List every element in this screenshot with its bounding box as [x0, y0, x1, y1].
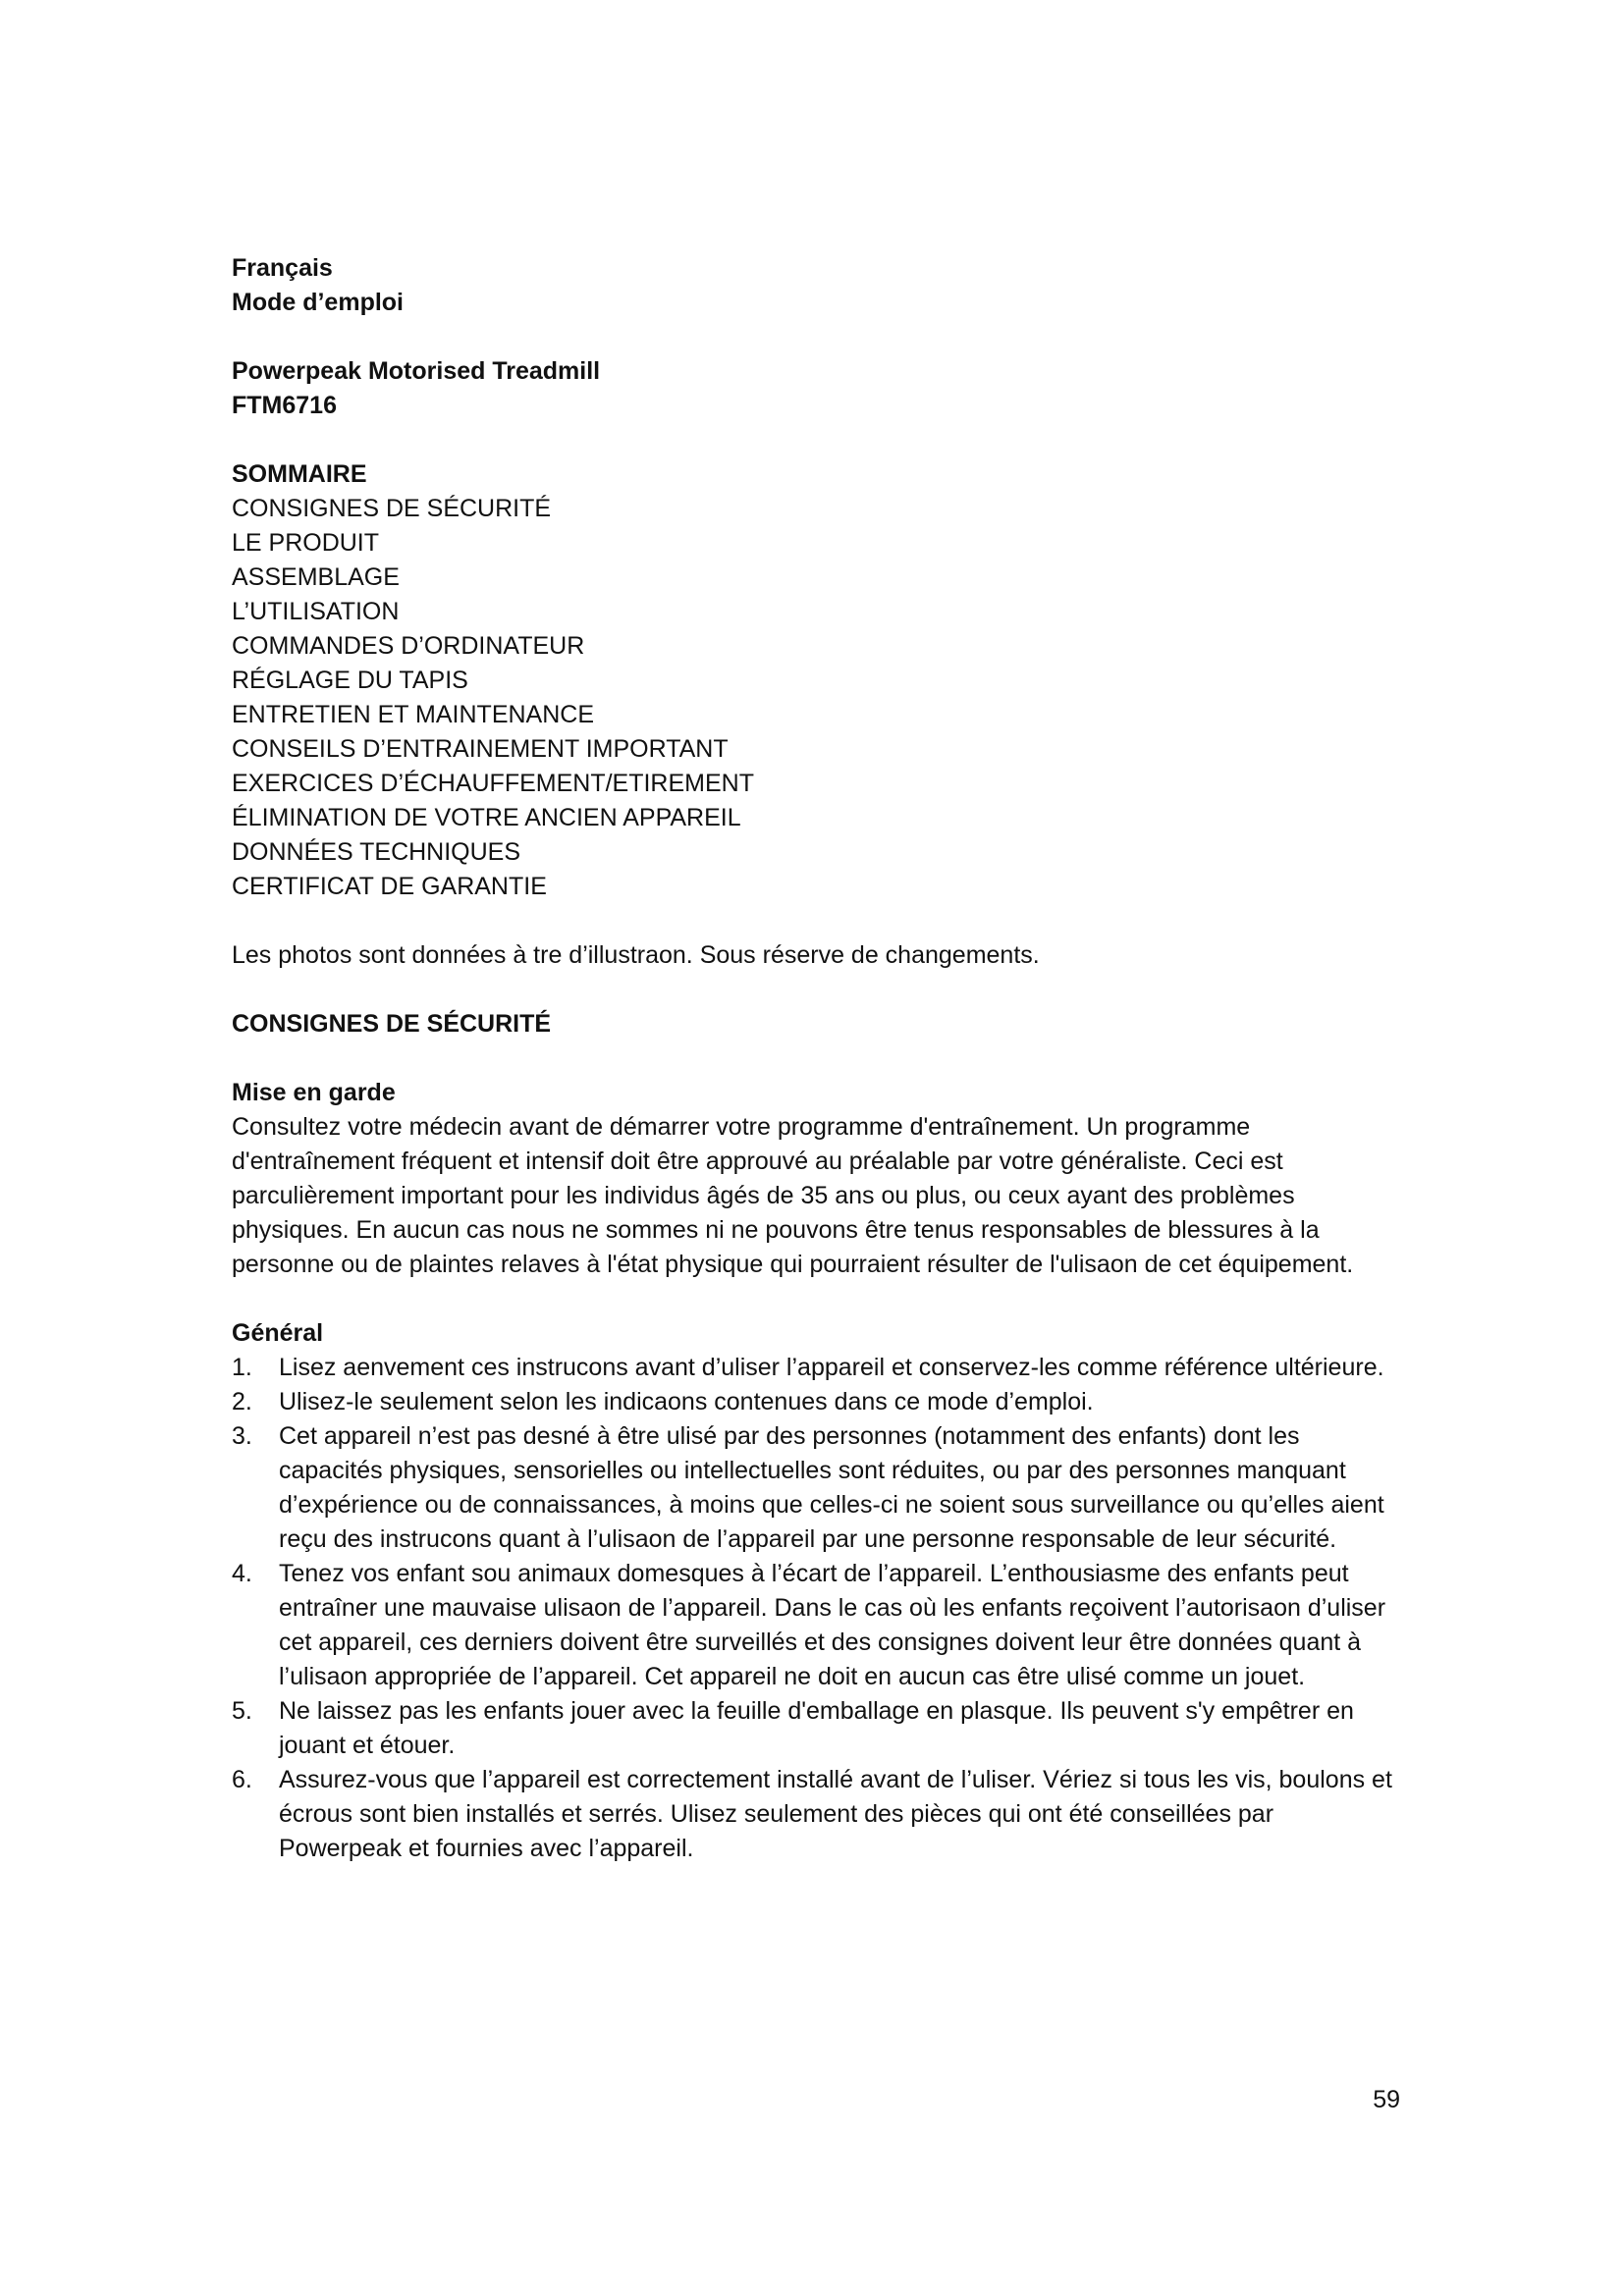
document-page — [232, 251, 1400, 1866]
general-title: Général — [232, 1319, 324, 1347]
list-item-number: 5. — [232, 1697, 252, 1725]
product-name: Powerpeak Motorised Treadmill — [232, 357, 601, 385]
toc-list — [232, 492, 1400, 904]
disclaimer-text: Les photos sont données à tre d’illustraon. Sous réserve de changements. — [232, 941, 1040, 969]
list-item-number: 6. — [232, 1766, 252, 1793]
header-block — [232, 251, 1400, 320]
list-item-text: Cet appareil n’est pas desné à être ulisé par des personnes (notamment des enfants) dont les capacités physiques, sensorielles ou intellectuelles sont réduites, ou par des personnes manquant d’expérience ou de connaissances, à moins que celles-ci ne soient sous surveillance ou qu’elles aient reçu des instrucons quant à l’ulisaon de l’appareil par une personne responsable de leur sécurité. — [279, 1422, 1384, 1553]
toc-item: ÉLIMINATION DE VOTRE ANCIEN APPAREIL — [232, 804, 741, 831]
general-list — [232, 1351, 1400, 1866]
table-of-contents — [232, 457, 1400, 904]
language-heading: Français — [232, 254, 333, 282]
list-item — [232, 1763, 1400, 1866]
toc-item: CERTIFICAT DE GARANTIE — [232, 873, 547, 900]
warning-title: Mise en garde — [232, 1079, 396, 1106]
safety-section-title: CONSIGNES DE SÉCURITÉ — [232, 1010, 552, 1038]
warning-block — [232, 1076, 1400, 1282]
list-item — [232, 1351, 1400, 1385]
list-item-text: Ne laissez pas les enfants jouer avec la feuille d'emballage en plasque. Ils peuvent s'y empêtrer en jouant et étouer. — [279, 1697, 1354, 1759]
list-item — [232, 1385, 1400, 1419]
toc-item: ENTRETIEN ET MAINTENANCE — [232, 701, 595, 728]
list-item-number: 2. — [232, 1388, 252, 1415]
list-item-number: 1. — [232, 1354, 252, 1381]
toc-item: LE PRODUIT — [232, 529, 380, 557]
product-model: FTM6716 — [232, 392, 337, 419]
list-item — [232, 1557, 1400, 1694]
list-item-number: 4. — [232, 1560, 252, 1587]
list-item-text: Assurez-vous que l’appareil est correctement installé avant de l’uliser. Vériez si tous les vis, boulons et écrous sont bien installés et serrés. Ulisez seulement des pièces qui ont été conseillées par Powerpeak et fournies avec l’appareil. — [279, 1766, 1392, 1862]
warning-paragraph: Consultez votre médecin avant de démarrer votre programme d'entraînement. Un programme d'entraînement fréquent et intensif doit être approuvé au préalable par votre généraliste. Ceci est parculièrement important pour les individus âgés de 35 ans ou plus, ou ceux ayant des problèmes physiques. En aucun cas nous ne sommes ni ne pouvons être tenus responsables de blessures à la personne ou de plaintes relaves à l'état physique qui pourraient résulter de l'ulisaon de cet équipement. — [232, 1113, 1354, 1278]
toc-title: SOMMAIRE — [232, 460, 367, 488]
toc-item: L’UTILISATION — [232, 598, 400, 625]
list-item-text: Tenez vos enfant sou animaux domesques à l’écart de l’appareil. L’enthousiasme des enfants peut entraîner une mauvaise ulisaon de l’appareil. Dans le cas où les enfants reçoivent l’autorisaon d’uliser cet appareil, ces derniers doivent être surveillés et des consignes doivent leur être données quant à l’ulisaon appropriée de l’appareil. Cet appareil ne doit en aucun cas être ulisé comme un jouet. — [279, 1560, 1386, 1690]
list-item-text: Lisez aenvement ces instrucons avant d’uliser l’appareil et conservez-les comme référence ultérieure. — [279, 1354, 1384, 1381]
product-block — [232, 354, 1400, 423]
doc-type-heading: Mode d’emploi — [232, 289, 404, 316]
list-item-text: Ulisez-le seulement selon les indicaons contenues dans ce mode d’emploi. — [279, 1388, 1094, 1415]
toc-item: RÉGLAGE DU TAPIS — [232, 667, 468, 694]
toc-item: COMMANDES D’ORDINATEUR — [232, 632, 585, 660]
general-block — [232, 1316, 1400, 1866]
list-item — [232, 1419, 1400, 1557]
toc-item: CONSIGNES DE SÉCURITÉ — [232, 495, 552, 522]
toc-item: DONNÉES TECHNIQUES — [232, 838, 521, 866]
toc-item: ASSEMBLAGE — [232, 563, 400, 591]
toc-item: EXERCICES D’ÉCHAUFFEMENT/ETIREMENT — [232, 770, 754, 797]
list-item — [232, 1694, 1400, 1763]
page-number: 59 — [1373, 2086, 1400, 2113]
toc-item: CONSEILS D’ENTRAINEMENT IMPORTANT — [232, 735, 729, 763]
list-item-number: 3. — [232, 1422, 252, 1450]
